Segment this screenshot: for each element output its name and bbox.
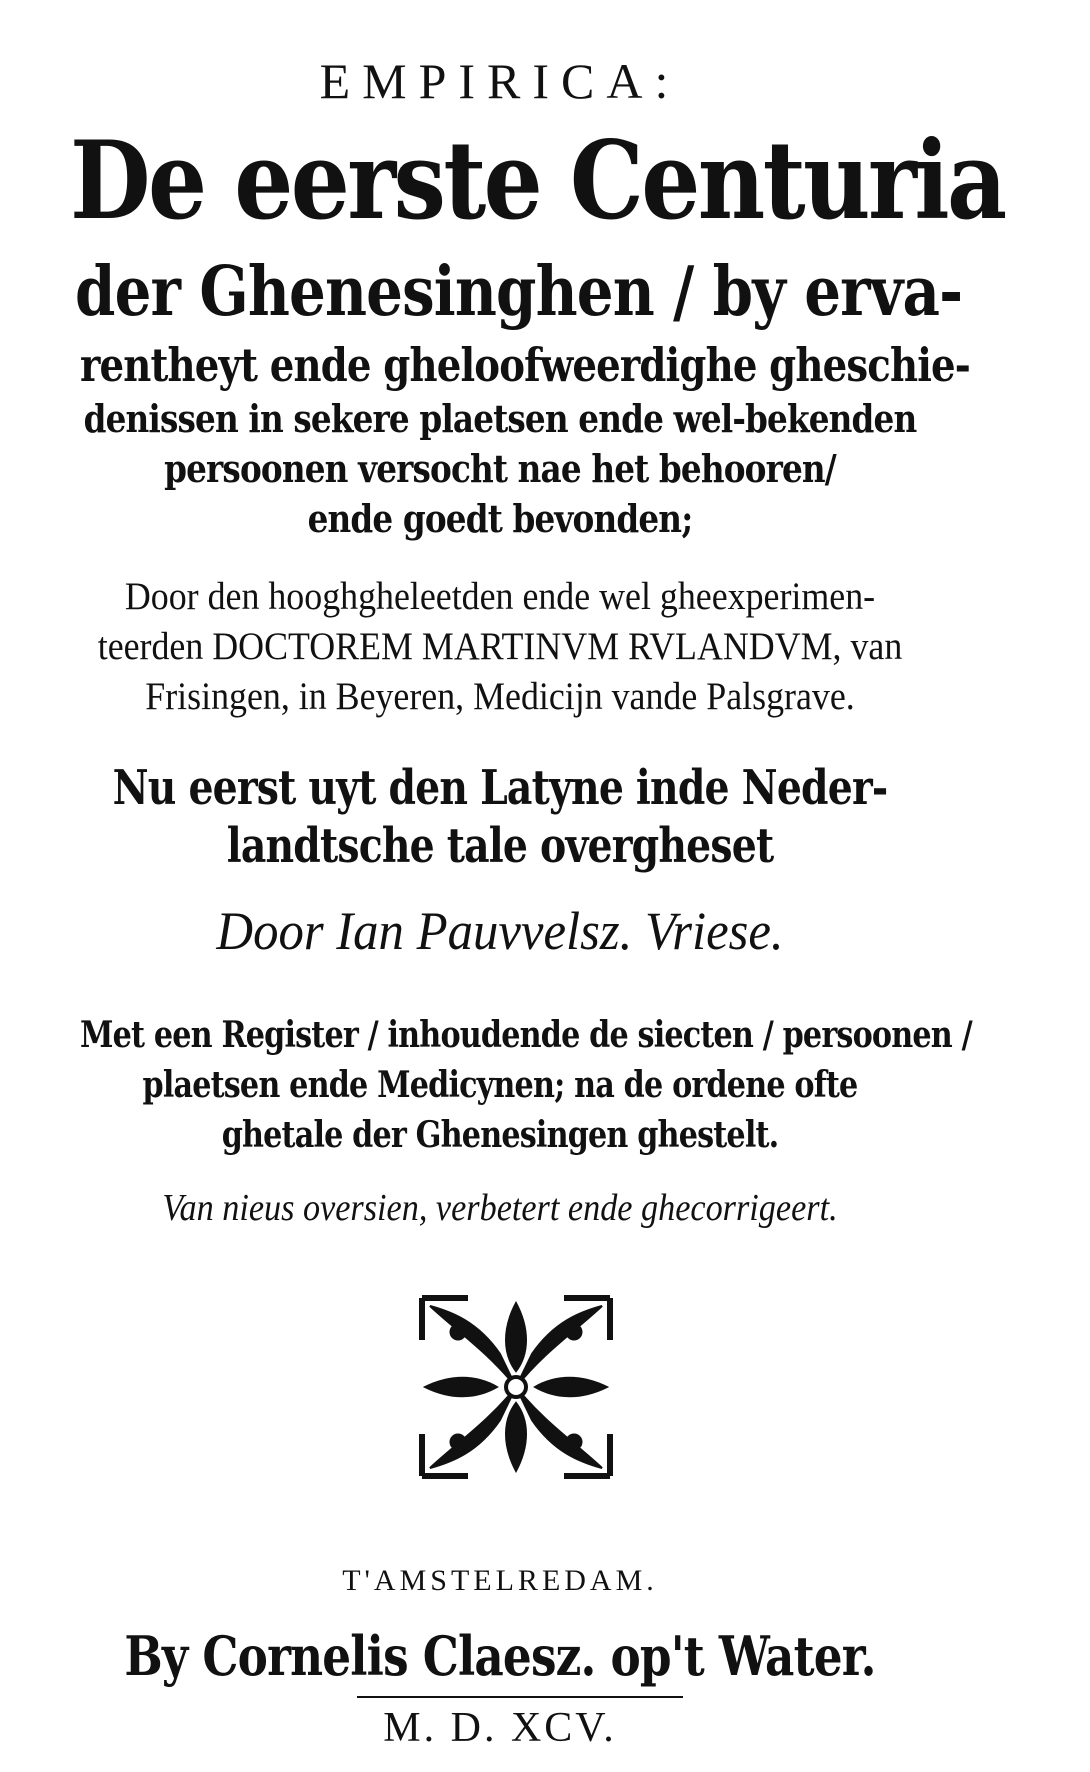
- register-line-1: Met een Register / inhoudende de siecten / persoonen /: [80, 1014, 972, 1056]
- imprint-place: T'AMSTELREDAM.: [342, 1564, 658, 1597]
- author-line-3: Frisingen, in Beyeren, Medicijn vande Palsgrave.: [145, 675, 855, 718]
- author-line-2: teerden DOCTOREM MARTINVM RVLANDVM, van: [97, 625, 903, 668]
- imprint-year: M. D. XCV.: [383, 1705, 617, 1751]
- subtitle-line-1: der Ghenesinghen / by erva-: [75, 252, 963, 332]
- subtitle-line-2: rentheyt ende gheloofweerdighe gheschie-: [80, 338, 970, 392]
- imprint-printer: By Cornelis Claesz. op't Water.: [124, 1624, 876, 1688]
- subtitle-line-4: persoonen versocht nae het behooren/: [164, 446, 836, 491]
- subtitle-line-5: ende goedt bevonden;: [307, 496, 693, 541]
- translation-line-2: landtsche tale overgheset: [226, 818, 774, 874]
- author-line-1: Door den hooghgheleetden ende wel gheexperimen-: [124, 575, 876, 618]
- translator-line: Door Ian Pauvvelsz. Vriese.: [216, 901, 784, 961]
- printers-fleuron-icon: [418, 1292, 614, 1482]
- revision-line: Van nieus oversien, verbetert ende ghecorrigeert.: [162, 1187, 838, 1229]
- title-line-centuria: De eerste Centuria: [70, 118, 1005, 244]
- translation-line-1: Nu eerst uyt den Latyne inde Neder-: [112, 760, 888, 816]
- imprint-rule: [357, 1696, 683, 1698]
- title-line-empirica: EMPIRICA:: [319, 53, 681, 109]
- subtitle-line-3: denissen in sekere plaetsen ende wel-bekenden: [83, 396, 917, 441]
- register-line-2: plaetsen ende Medicynen; na de ordene ofte: [142, 1064, 858, 1106]
- register-line-3: ghetale der Ghenesingen ghestelt.: [221, 1114, 779, 1156]
